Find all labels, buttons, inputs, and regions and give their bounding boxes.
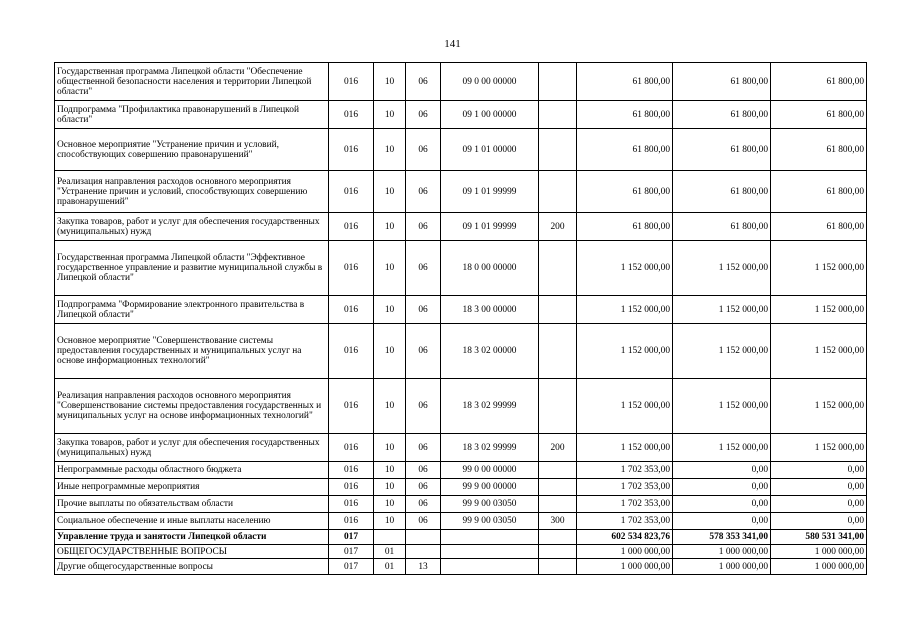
amount-year-1: 1 152 000,00 [577,296,673,324]
row-name: Реализация направления расходов основного мероприятия "Устранение причин и условий, способствующих совершению правонарушений" [55,171,329,213]
row-name: Основное мероприятие "Совершенствование системы предоставления государственных и муниципальных услуг на основе информационных технологий" [55,324,329,379]
subsection-code: 06 [406,213,441,241]
expense-type [539,379,577,434]
amount-year-1: 61 800,00 [577,101,673,129]
table-row [55,496,867,513]
subsection-code: 06 [406,63,441,101]
ministry-code: 016 [329,379,374,434]
subsection-code [406,530,441,545]
amount-year-1: 1 702 353,00 [577,479,673,496]
subsection-code [406,545,441,559]
subsection-code: 06 [406,129,441,171]
amount-year-3: 580 531 341,00 [771,530,867,545]
amount-year-3: 1 152 000,00 [771,434,867,462]
expense-type [539,496,577,513]
ministry-code: 016 [329,434,374,462]
amount-year-3: 61 800,00 [771,101,867,129]
amount-year-2: 1 152 000,00 [673,324,771,379]
row-name: Закупка товаров, работ и услуг для обеспечения государственных (муниципальных) нужд [55,213,329,241]
subsection-code: 06 [406,101,441,129]
amount-year-1: 61 800,00 [577,63,673,101]
ministry-code: 017 [329,530,374,545]
row-name: Непрограммные расходы областного бюджета [55,462,329,479]
row-name: Подпрограмма "Профилактика правонарушений в Липецкой области" [55,101,329,129]
target-article [441,545,539,559]
amount-year-2: 1 000 000,00 [673,545,771,559]
amount-year-2: 1 152 000,00 [673,434,771,462]
section-code: 10 [374,296,406,324]
row-name: Прочие выплаты по обязательствам области [55,496,329,513]
table-row [55,296,867,324]
row-name: Другие общегосударственные вопросы [55,559,329,575]
subsection-code: 06 [406,462,441,479]
amount-year-1: 61 800,00 [577,129,673,171]
amount-year-1: 1 702 353,00 [577,513,673,530]
amount-year-1: 1 152 000,00 [577,324,673,379]
amount-year-1: 1 152 000,00 [577,434,673,462]
target-article: 09 0 00 00000 [441,63,539,101]
row-name: Реализация направления расходов основного мероприятия "Совершенствование системы предоставления государственных и муниципальных услуг на основе информационных технологий" [55,379,329,434]
row-name: Закупка товаров, работ и услуг для обеспечения государственных (муниципальных) нужд [55,434,329,462]
section-code: 10 [374,434,406,462]
amount-year-2: 1 000 000,00 [673,559,771,575]
target-article: 18 0 00 00000 [441,241,539,296]
ministry-code: 016 [329,241,374,296]
expense-type [539,324,577,379]
table-row [55,241,867,296]
expense-type [539,171,577,213]
amount-year-3: 61 800,00 [771,213,867,241]
expense-type: 200 [539,434,577,462]
row-name: Подпрограмма "Формирование электронного правительства в Липецкой области" [55,296,329,324]
expense-type [539,530,577,545]
amount-year-2: 61 800,00 [673,213,771,241]
amount-year-3: 1 152 000,00 [771,241,867,296]
expense-type [539,101,577,129]
row-name: Государственная программа Липецкой области "Эффективное государственное управление и развитие муниципальной службы в Липецкой области" [55,241,329,296]
amount-year-1: 1 152 000,00 [577,241,673,296]
table-row [55,559,867,575]
subsection-code: 06 [406,324,441,379]
amount-year-1: 61 800,00 [577,213,673,241]
expense-type [539,296,577,324]
target-article: 99 9 00 03050 [441,496,539,513]
section-code: 01 [374,545,406,559]
section-code: 10 [374,462,406,479]
subsection-code: 06 [406,379,441,434]
table-row [55,434,867,462]
amount-year-2: 578 353 341,00 [673,530,771,545]
amount-year-1: 1 702 353,00 [577,462,673,479]
target-article: 18 3 00 00000 [441,296,539,324]
table-row [55,129,867,171]
amount-year-3: 1 152 000,00 [771,379,867,434]
amount-year-3: 1 152 000,00 [771,296,867,324]
subsection-code: 06 [406,241,441,296]
ministry-code: 016 [329,171,374,213]
row-name: ОБЩЕГОСУДАРСТВЕННЫЕ ВОПРОСЫ [55,545,329,559]
target-article: 99 9 00 03050 [441,513,539,530]
page-number: 141 [444,38,461,50]
amount-year-2: 61 800,00 [673,129,771,171]
expense-type [539,545,577,559]
section-code: 10 [374,513,406,530]
expense-type [539,129,577,171]
ministry-code: 016 [329,496,374,513]
section-code: 01 [374,559,406,575]
section-code: 10 [374,479,406,496]
subsection-code: 06 [406,496,441,513]
subsection-code: 06 [406,171,441,213]
amount-year-3: 61 800,00 [771,129,867,171]
expense-type [539,63,577,101]
amount-year-1: 61 800,00 [577,171,673,213]
ministry-code: 016 [329,101,374,129]
subsection-code: 06 [406,513,441,530]
table-row [55,171,867,213]
row-name: Основное мероприятие "Устранение причин и условий, способствующих совершению правонарушений" [55,129,329,171]
target-article [441,530,539,545]
amount-year-1: 1 702 353,00 [577,496,673,513]
expense-type [539,462,577,479]
subsection-code: 06 [406,296,441,324]
amount-year-1: 1 152 000,00 [577,379,673,434]
section-code: 10 [374,213,406,241]
table-row [55,324,867,379]
section-code: 10 [374,241,406,296]
target-article: 09 1 01 99999 [441,171,539,213]
row-name: Государственная программа Липецкой области "Обеспечение общественной безопасности населения и территории Липецкой области" [55,63,329,101]
amount-year-2: 61 800,00 [673,101,771,129]
table-row [55,530,867,545]
amount-year-3: 0,00 [771,462,867,479]
target-article [441,559,539,575]
target-article: 18 3 02 00000 [441,324,539,379]
section-code: 10 [374,171,406,213]
amount-year-1: 1 000 000,00 [577,545,673,559]
amount-year-2: 1 152 000,00 [673,241,771,296]
target-article: 09 1 01 99999 [441,213,539,241]
amount-year-2: 0,00 [673,513,771,530]
table-row [55,63,867,101]
subsection-code: 06 [406,434,441,462]
ministry-code: 016 [329,479,374,496]
section-code: 10 [374,379,406,434]
amount-year-3: 0,00 [771,513,867,530]
target-article: 09 1 00 00000 [441,101,539,129]
amount-year-3: 0,00 [771,496,867,513]
ministry-code: 016 [329,462,374,479]
target-article: 09 1 01 00000 [441,129,539,171]
expense-type [539,559,577,575]
amount-year-2: 1 152 000,00 [673,296,771,324]
subsection-code: 06 [406,479,441,496]
target-article: 99 9 00 00000 [441,479,539,496]
table-row [55,479,867,496]
table-row [55,101,867,129]
row-name: Социальное обеспечение и иные выплаты населению [55,513,329,530]
section-code: 10 [374,101,406,129]
amount-year-3: 1 152 000,00 [771,324,867,379]
amount-year-1: 1 000 000,00 [577,559,673,575]
target-article: 18 3 02 99999 [441,379,539,434]
section-code: 10 [374,129,406,171]
section-code: 10 [374,496,406,513]
amount-year-2: 0,00 [673,462,771,479]
table-row [55,545,867,559]
ministry-code: 017 [329,545,374,559]
ministry-code: 016 [329,324,374,379]
section-code [374,530,406,545]
ministry-code: 016 [329,63,374,101]
amount-year-3: 1 000 000,00 [771,559,867,575]
target-article: 18 3 02 99999 [441,434,539,462]
row-name: Иные непрограммные мероприятия [55,479,329,496]
expense-type [539,479,577,496]
subsection-code: 13 [406,559,441,575]
amount-year-3: 61 800,00 [771,63,867,101]
section-code: 10 [374,63,406,101]
table-row [55,513,867,530]
expense-type [539,241,577,296]
amount-year-3: 0,00 [771,479,867,496]
ministry-code: 016 [329,296,374,324]
table-row [55,213,867,241]
amount-year-1: 602 534 823,76 [577,530,673,545]
target-article: 99 0 00 00000 [441,462,539,479]
table-row [55,379,867,434]
amount-year-2: 0,00 [673,496,771,513]
expense-type: 200 [539,213,577,241]
amount-year-2: 0,00 [673,479,771,496]
ministry-code: 016 [329,513,374,530]
section-code: 10 [374,324,406,379]
amount-year-3: 61 800,00 [771,171,867,213]
budget-table [54,62,867,575]
amount-year-2: 1 152 000,00 [673,379,771,434]
ministry-code: 016 [329,129,374,171]
expense-type: 300 [539,513,577,530]
ministry-code: 017 [329,559,374,575]
ministry-code: 016 [329,213,374,241]
amount-year-2: 61 800,00 [673,63,771,101]
table-row [55,462,867,479]
row-name: Управление труда и занятости Липецкой области [55,530,329,545]
amount-year-2: 61 800,00 [673,171,771,213]
amount-year-3: 1 000 000,00 [771,545,867,559]
